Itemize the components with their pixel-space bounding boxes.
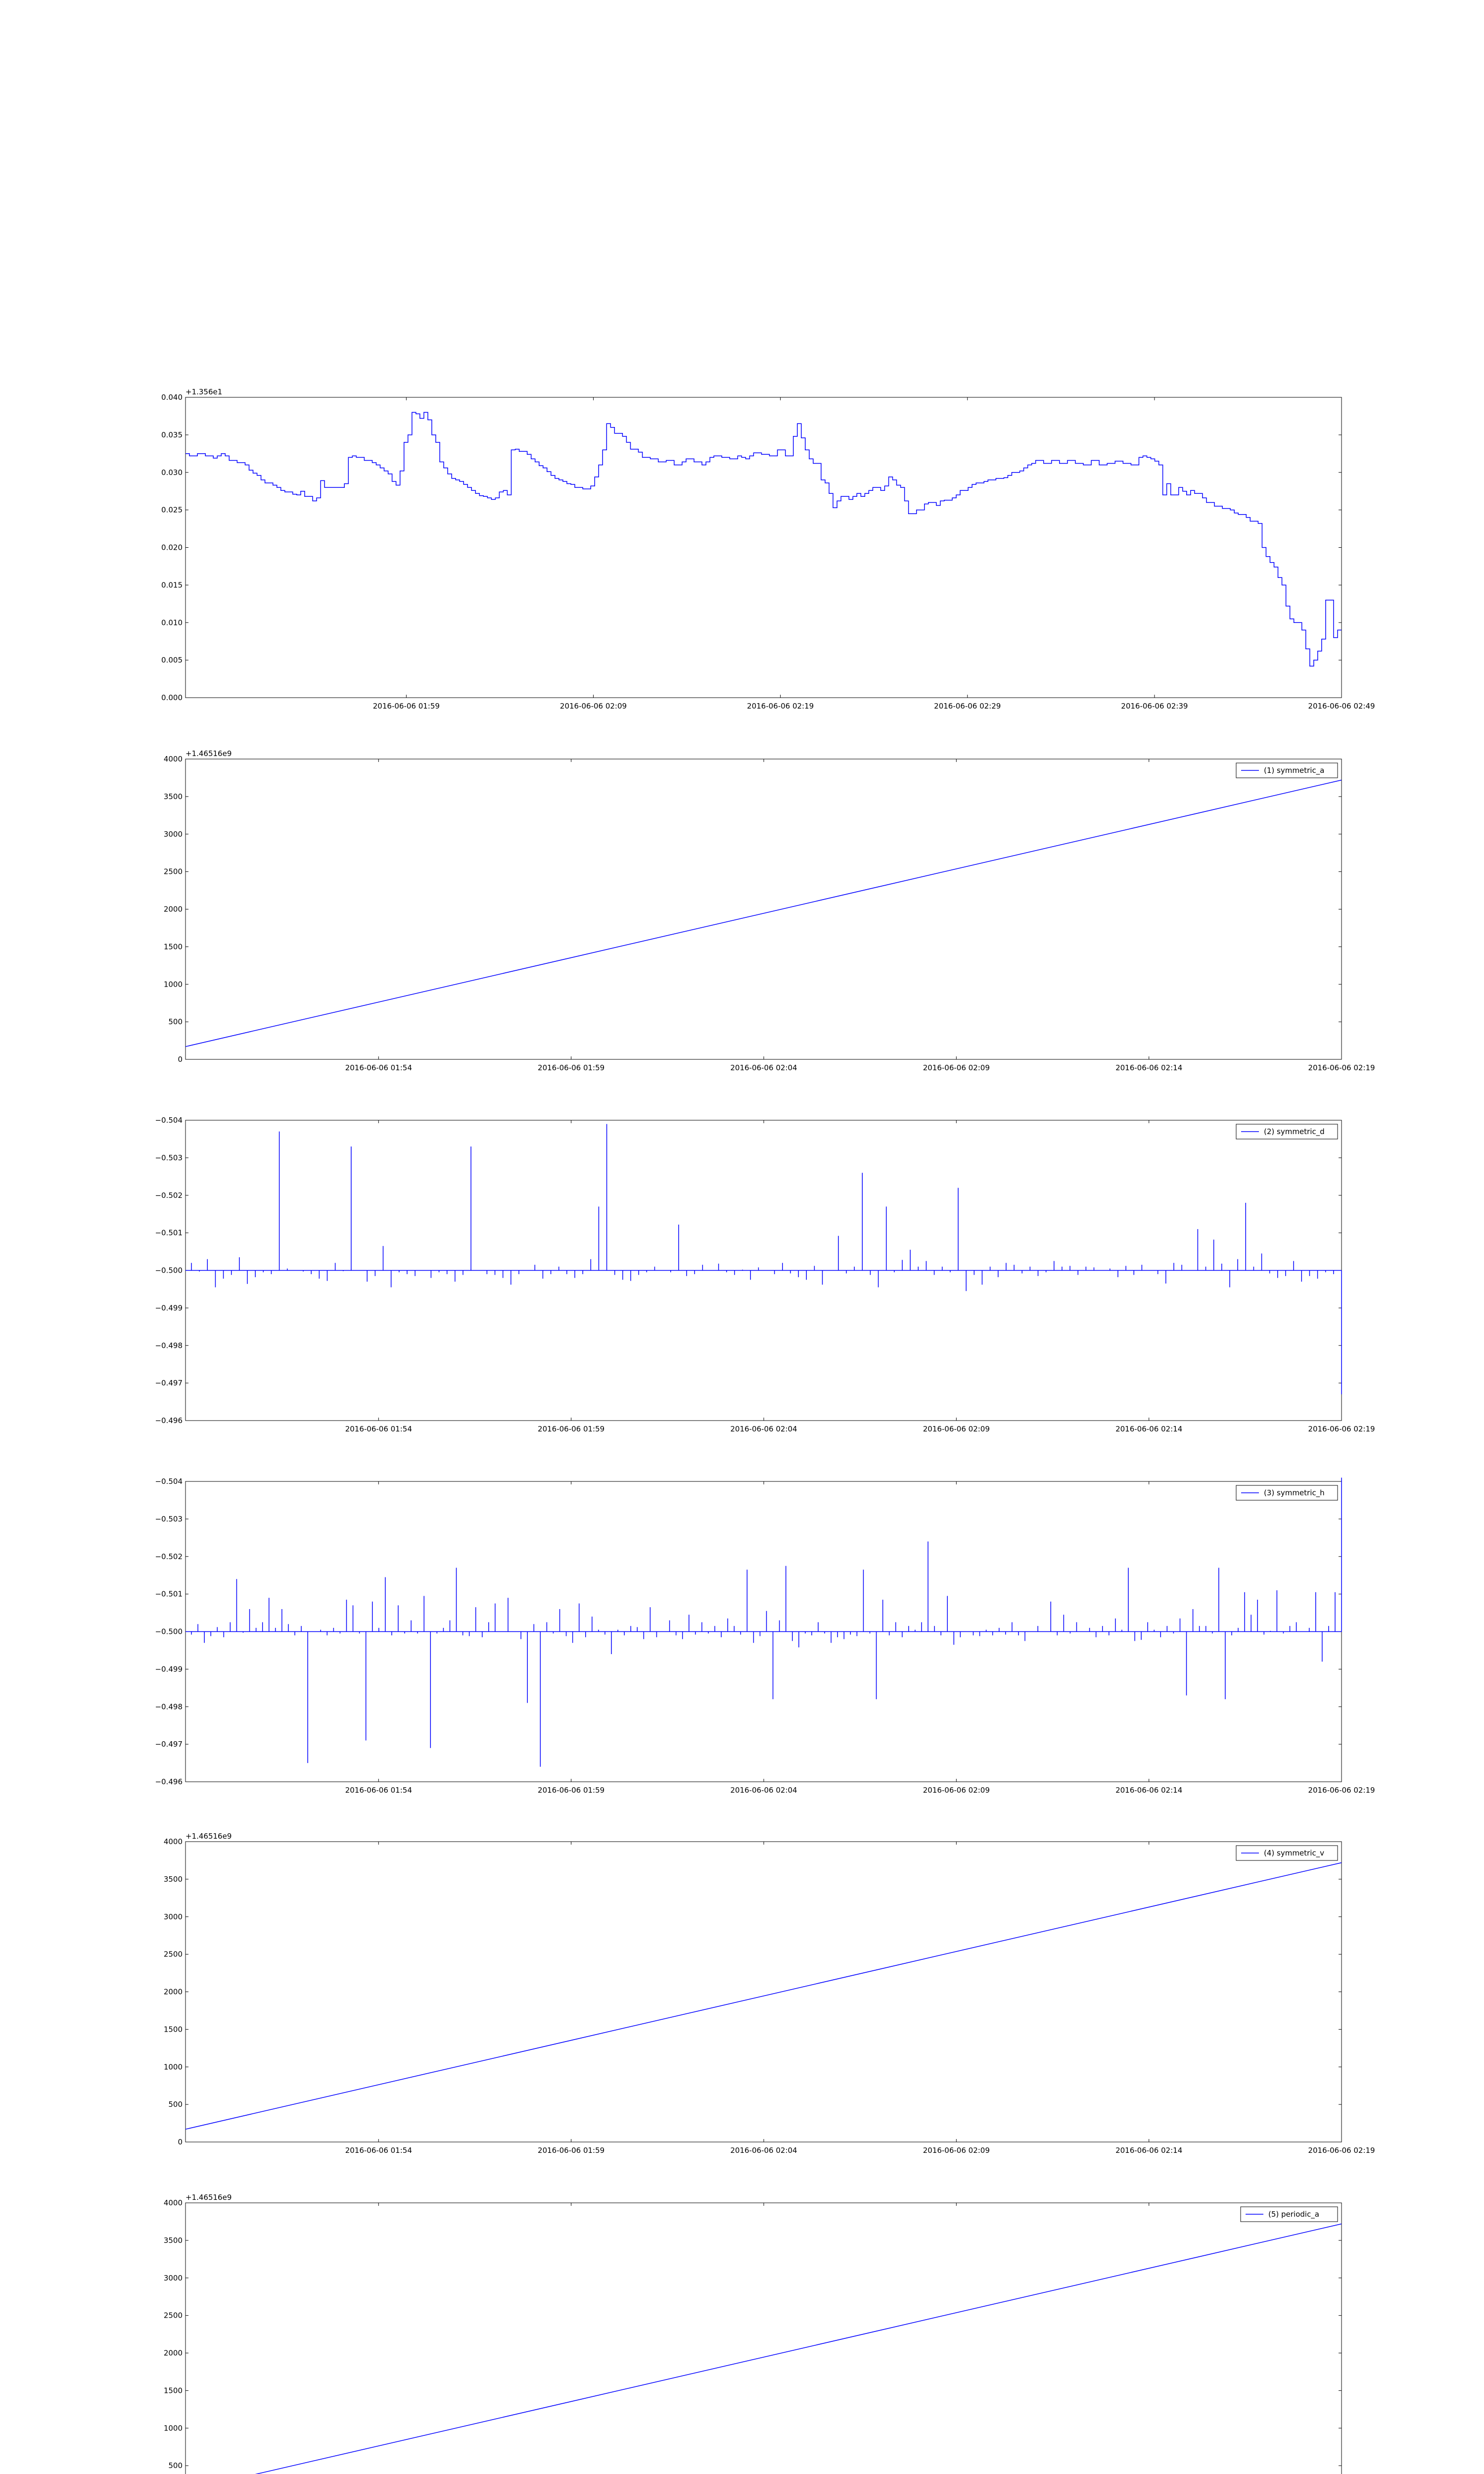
x-tick-label: 2016-06-06 01:54 [345, 1786, 412, 1795]
y-tick-label: 0.020 [161, 543, 183, 552]
y-tick-label: −0.501 [155, 1228, 183, 1237]
y-tick-label: 3000 [163, 1912, 183, 1921]
axis-offset-text: +1.356e1 [186, 387, 223, 396]
x-tick-label: 2016-06-06 02:49 [1308, 702, 1375, 711]
y-tick-label: 0.025 [161, 505, 183, 515]
axes-frame [186, 2203, 1342, 2474]
series-line [186, 1863, 1342, 2130]
y-tick-label: 0.005 [161, 656, 183, 665]
x-tick-label: 2016-06-06 02:19 [1308, 1425, 1375, 1433]
legend-label: (2) symmetric_d [1264, 1127, 1325, 1136]
legend-label: (5) periodic_a [1268, 2210, 1319, 2219]
axis-offset-text: +1.46516e9 [186, 1832, 232, 1841]
y-tick-label: −0.500 [155, 1266, 183, 1275]
subplot-6 [164, 2193, 1375, 2474]
axes-frame [186, 1842, 1342, 2142]
x-tick-label: 2016-06-06 01:59 [538, 1425, 605, 1433]
y-tick-label: 2500 [163, 1950, 183, 1959]
y-tick-label: −0.502 [155, 1552, 183, 1561]
y-tick-label: −0.502 [155, 1190, 183, 1200]
y-tick-label: 0.035 [161, 430, 183, 439]
axis-offset-text: +1.46516e9 [186, 2193, 232, 2202]
x-tick-label: 2016-06-06 02:14 [1115, 2146, 1183, 2155]
y-tick-label: 0.015 [161, 580, 183, 590]
y-tick-label: 0 [178, 1055, 183, 1064]
x-tick-label: 2016-06-06 02:04 [730, 2146, 797, 2155]
y-tick-label: −0.504 [155, 1477, 183, 1486]
y-tick-label: 1000 [163, 980, 183, 989]
y-tick-label: −0.497 [155, 1740, 183, 1749]
y-tick-label: −0.496 [155, 1416, 183, 1425]
subplot-3 [155, 1116, 1375, 1433]
subplot-5 [164, 1832, 1375, 2155]
y-tick-label: 1500 [163, 942, 183, 952]
y-tick-label: −0.497 [155, 1379, 183, 1388]
y-tick-label: −0.499 [155, 1665, 183, 1674]
axis-offset-text: +1.46516e9 [186, 749, 232, 758]
y-tick-label: 4000 [163, 755, 183, 763]
y-tick-label: 1500 [163, 2025, 183, 2034]
legend [1236, 763, 1338, 778]
y-tick-label: 2500 [163, 867, 183, 876]
x-tick-label: 2016-06-06 02:04 [730, 1425, 797, 1433]
y-tick-label: 2000 [163, 2348, 183, 2358]
x-tick-label: 2016-06-06 02:14 [1115, 1786, 1183, 1795]
y-tick-label: −0.498 [155, 1341, 183, 1350]
y-tick-label: 2000 [163, 1987, 183, 1997]
y-tick-label: 1000 [163, 2062, 183, 2072]
y-tick-label: 0 [178, 2138, 183, 2146]
y-tick-label: 0.010 [161, 618, 183, 627]
legend [1241, 2207, 1338, 2222]
axes-frame [186, 397, 1342, 698]
legend-label: (4) symmetric_v [1264, 1849, 1324, 1857]
y-tick-label: −0.499 [155, 1303, 183, 1313]
x-tick-label: 2016-06-06 02:19 [1308, 2146, 1375, 2155]
y-tick-label: −0.500 [155, 1627, 183, 1636]
x-tick-label: 2016-06-06 02:09 [923, 2146, 990, 2155]
y-tick-label: 3000 [163, 829, 183, 839]
y-tick-label: 500 [168, 1017, 183, 1027]
y-tick-label: 3500 [163, 792, 183, 801]
y-tick-label: 3000 [163, 2273, 183, 2283]
series-stems [191, 1124, 1342, 1394]
x-tick-label: 2016-06-06 02:09 [559, 702, 627, 711]
y-tick-label: 1000 [163, 2424, 183, 2433]
y-tick-label: 3500 [163, 1874, 183, 1884]
legend [1236, 1846, 1338, 1860]
legend [1236, 1485, 1338, 1500]
x-tick-label: 2016-06-06 02:04 [730, 1063, 797, 1072]
subplot-4 [155, 1477, 1375, 1795]
x-tick-label: 2016-06-06 02:09 [923, 1063, 990, 1072]
subplot-1 [161, 387, 1375, 711]
series-line [186, 412, 1342, 666]
y-tick-label: −0.503 [155, 1153, 183, 1162]
y-tick-label: −0.503 [155, 1514, 183, 1523]
y-tick-label: −0.496 [155, 1777, 183, 1786]
x-tick-label: 2016-06-06 02:04 [730, 1786, 797, 1795]
legend-label: (3) symmetric_h [1264, 1488, 1325, 1497]
y-tick-label: 0.030 [161, 468, 183, 477]
x-tick-label: 2016-06-06 01:59 [538, 1786, 605, 1795]
x-tick-label: 2016-06-06 02:29 [934, 702, 1001, 711]
y-tick-label: 4000 [163, 1837, 183, 1846]
legend [1236, 1124, 1338, 1139]
y-tick-label: 2500 [163, 2311, 183, 2320]
y-tick-label: 4000 [163, 2198, 183, 2207]
x-tick-label: 2016-06-06 01:54 [345, 1063, 412, 1072]
series-stems [191, 1477, 1342, 1766]
y-tick-label: −0.504 [155, 1116, 183, 1125]
x-tick-label: 2016-06-06 01:54 [345, 2146, 412, 2155]
y-tick-label: 0.000 [161, 693, 183, 702]
x-tick-label: 2016-06-06 02:09 [923, 1425, 990, 1433]
y-tick-label: −0.501 [155, 1589, 183, 1599]
y-tick-label: 2000 [163, 904, 183, 914]
series-line [186, 2224, 1342, 2474]
y-tick-label: −0.498 [155, 1702, 183, 1712]
y-tick-label: 1500 [163, 2386, 183, 2395]
x-tick-label: 2016-06-06 01:54 [345, 1425, 412, 1433]
x-tick-label: 2016-06-06 02:14 [1115, 1425, 1183, 1433]
subplot-2 [164, 749, 1375, 1072]
x-tick-label: 2016-06-06 02:14 [1115, 1063, 1183, 1072]
series-line [186, 780, 1342, 1047]
x-tick-label: 2016-06-06 02:19 [1308, 1063, 1375, 1072]
y-tick-label: 0.040 [161, 393, 183, 402]
x-tick-label: 2016-06-06 02:19 [747, 702, 814, 711]
x-tick-label: 2016-06-06 01:59 [538, 2146, 605, 2155]
y-tick-label: 500 [168, 2100, 183, 2109]
x-tick-label: 2016-06-06 02:19 [1308, 1786, 1375, 1795]
y-tick-label: 3500 [163, 2236, 183, 2245]
y-tick-label: 500 [168, 2461, 183, 2471]
legend-label: (1) symmetric_a [1264, 766, 1325, 775]
x-tick-label: 2016-06-06 02:09 [923, 1786, 990, 1795]
axes-frame [186, 759, 1342, 1059]
x-tick-label: 2016-06-06 01:59 [538, 1063, 605, 1072]
x-tick-label: 2016-06-06 01:59 [372, 702, 440, 711]
x-tick-label: 2016-06-06 02:39 [1121, 702, 1188, 711]
